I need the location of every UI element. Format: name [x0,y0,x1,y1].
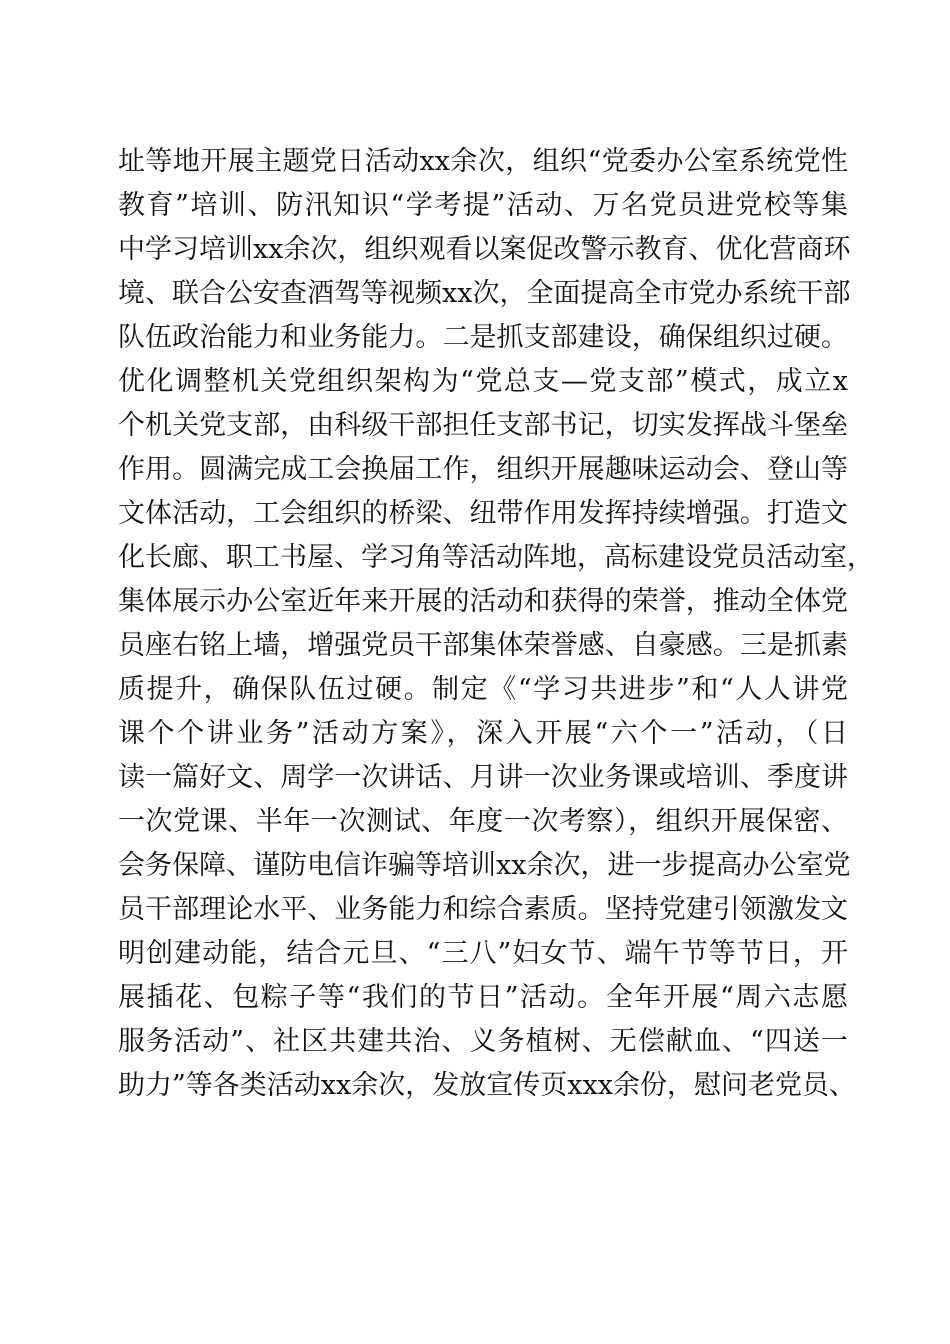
text-line: 质提升，确保队伍过硬。制定《“学习共进步”和“人人讲党 [118,674,848,705]
text-line: 教育”培训、防汛知识“学考提”活动、万名党员进党校等集 [118,190,848,221]
text-line: 个机关党支部，由科级干部担任支部书记，切实发挥战斗堡垒 [118,410,848,441]
text-line: 作用。圆满完成工会换届工作，组织开展趣味运动会、登山等 [118,454,848,485]
text-line: 助力”等各类活动xx余次，发放宣传页xxx余份，慰问老党员、 [118,1070,856,1101]
text-line: 会务保障、谨防电信诈骗等培训xx余次，进一步提高办公室党 [118,850,851,881]
text-line: 课个个讲业务”活动方案》，深入开展“六个一”活动，（日 [118,718,848,749]
text-line: 明创建动能，结合元旦、“三八”妇女节、端午节等节日，开 [118,938,848,969]
text-line: 中学习培训xx余次，组织观看以案促改警示教育、优化营商环 [118,234,851,265]
text-line: 集体展示办公室近年来开展的活动和获得的荣誉，推动全体党 [118,586,848,617]
text-line: 读一篇好文、周学一次讲话、月讲一次业务课或培训、季度讲 [118,762,848,793]
text-line: 服务活动”、社区共建共治、义务植树、无偿献血、“四送一 [118,1026,848,1057]
text-line: 员座右铭上墙，增强党员干部集体荣誉感、自豪感。三是抓素 [118,630,848,661]
text-line: 展插花、包粽子等“我们的节日”活动。全年开展“周六志愿 [118,982,848,1013]
text-line: 一次党课、半年一次测试、年度一次考察），组织开展保密、 [118,806,848,837]
text-line: 优化调整机关党组织架构为“党总支—党支部”模式，成立x [118,366,848,397]
text-line: 境、联合公安查酒驾等视频xx次，全面提高全市党办系统干部 [118,278,851,309]
body-paragraph [118,140,874,1108]
text-line: 员干部理论水平、业务能力和综合素质。坚持党建引领激发文 [118,894,848,925]
text-line: 址等地开展主题党日活动xx余次，组织“党委办公室系统党性 [118,146,848,177]
text-line: 文体活动，工会组织的桥梁、纽带作用发挥持续增强。打造文 [118,498,848,529]
text-line: 化长廊、职工书屋、学习角等活动阵地，高标建设党员活动室， [118,542,874,573]
text-line: 队伍政治能力和业务能力。二是抓支部建设，确保组织过硬。 [118,322,848,353]
